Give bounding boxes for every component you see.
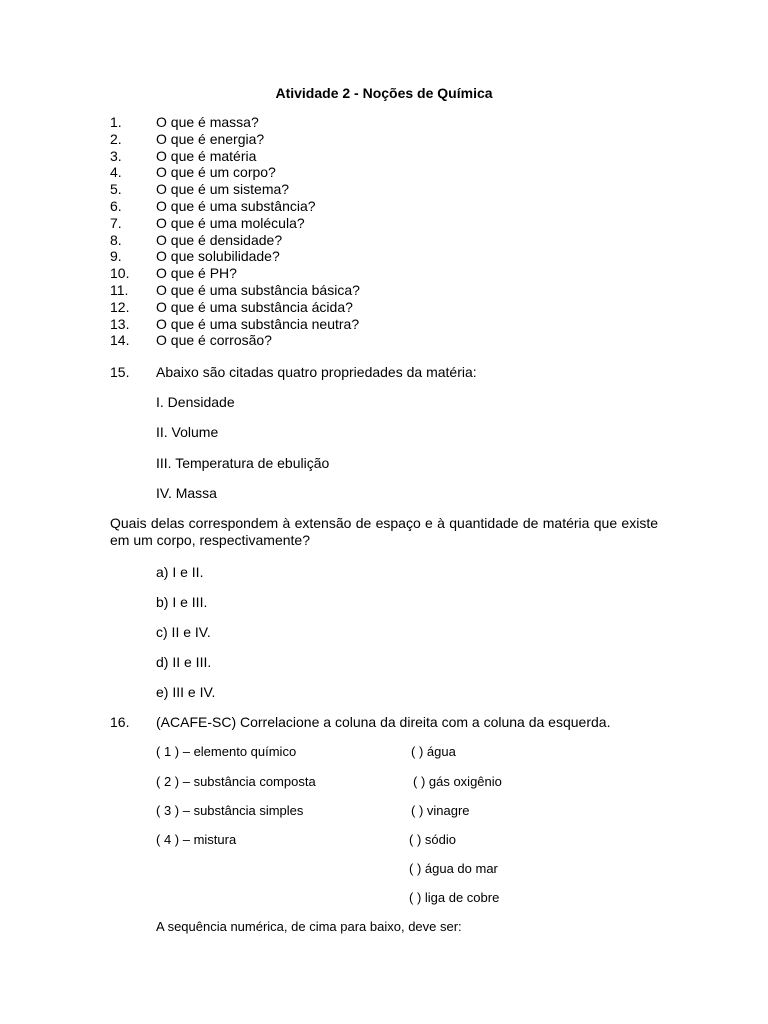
question-number: 2.: [110, 130, 122, 147]
q16-number: 16.: [110, 714, 130, 730]
q15-option: a) I e II.: [156, 564, 204, 580]
question-text: O que é energia?: [156, 130, 265, 147]
list-item: [110, 299, 670, 316]
list-item: [110, 181, 670, 198]
question-text: O que é uma substância ácida?: [156, 298, 353, 315]
question-text: O que solubilidade?: [156, 248, 280, 265]
question-number: 6.: [110, 197, 122, 214]
question-number: 9.: [110, 248, 122, 265]
list-item: [110, 164, 670, 181]
q16-left-item: ( 3 ) – substância simples: [156, 803, 304, 818]
question-number: 5.: [110, 181, 122, 198]
list-item: [110, 198, 670, 215]
question-text: O que é uma molécula?: [156, 214, 305, 231]
q15-option: e) III e IV.: [156, 684, 216, 700]
page-title: Atividade 2 - Noções de Química: [275, 85, 493, 101]
q16-right-item: ( ) vinagre: [411, 803, 470, 818]
question-text: O que é uma substância básica?: [156, 281, 360, 298]
question-text: O que é uma substância?: [156, 197, 316, 214]
q16-right-item: ( ) sódio: [409, 832, 456, 847]
q15-text: Abaixo são citadas quatro propriedades da matéria:: [156, 364, 477, 380]
q16-footer: A sequência numérica, de cima para baixo, deve ser:: [156, 919, 462, 934]
question-number: 3.: [110, 147, 122, 164]
list-item: [110, 282, 670, 299]
question-number: 13.: [110, 315, 130, 332]
question-list: [110, 114, 670, 349]
list-item: [110, 232, 670, 249]
question-number: 10.: [110, 265, 130, 282]
question-number: 14.: [110, 332, 130, 349]
q15-option: c) II e IV.: [156, 624, 211, 640]
q15-question: Quais delas correspondem à extensão de espaço e à quantidade de matéria que existe em um corpo, respectivamente?: [110, 515, 658, 548]
list-item: [110, 215, 670, 232]
question-text: O que é um corpo?: [156, 164, 276, 181]
q15-property: II. Volume: [156, 424, 219, 440]
q16-left-item: ( 1 ) – elemento químico: [156, 744, 297, 759]
question-text: O que é densidade?: [156, 231, 283, 248]
q16-right-item: ( ) gás oxigênio: [413, 774, 502, 789]
list-item: [110, 316, 670, 333]
q16-right-item: ( ) água do mar: [409, 861, 498, 876]
list-item: [110, 248, 670, 265]
question-number: 4.: [110, 164, 122, 181]
question-text: O que é um sistema?: [156, 181, 290, 198]
list-item: [110, 114, 670, 131]
list-item: [110, 131, 670, 148]
q16-text: (ACAFE-SC) Correlacione a coluna da direita com a coluna da esquerda.: [156, 714, 611, 730]
q16-left-item: ( 4 ) – mistura: [156, 832, 237, 847]
list-item: [110, 148, 670, 165]
q15-number: 15.: [110, 364, 130, 380]
q15-property: III. Temperatura de ebulição: [156, 455, 330, 471]
q15-option: b) I e III.: [156, 594, 208, 610]
q16-left-item: ( 2 ) – substância composta: [156, 774, 316, 789]
q15-property: I. Densidade: [156, 394, 235, 410]
q16-right-item: ( ) água: [411, 744, 456, 759]
q15-option: d) II e III.: [156, 654, 212, 670]
question-number: 7.: [110, 214, 122, 231]
question-text: O que é corrosão?: [156, 332, 272, 349]
question-number: 8.: [110, 231, 122, 248]
list-item: [110, 332, 670, 349]
q15-property: IV. Massa: [156, 485, 217, 501]
question-text: O que é uma substância neutra?: [156, 315, 360, 332]
q16-right-item: ( ) liga de cobre: [409, 890, 500, 905]
question-text: O que é matéria: [156, 147, 257, 164]
question-number: 1.: [110, 114, 122, 130]
question-number: 12.: [110, 298, 130, 315]
question-number: 11.: [110, 281, 129, 298]
list-item: [110, 265, 670, 282]
question-text: O que é PH?: [156, 265, 237, 282]
question-text: O que é massa?: [156, 114, 259, 130]
